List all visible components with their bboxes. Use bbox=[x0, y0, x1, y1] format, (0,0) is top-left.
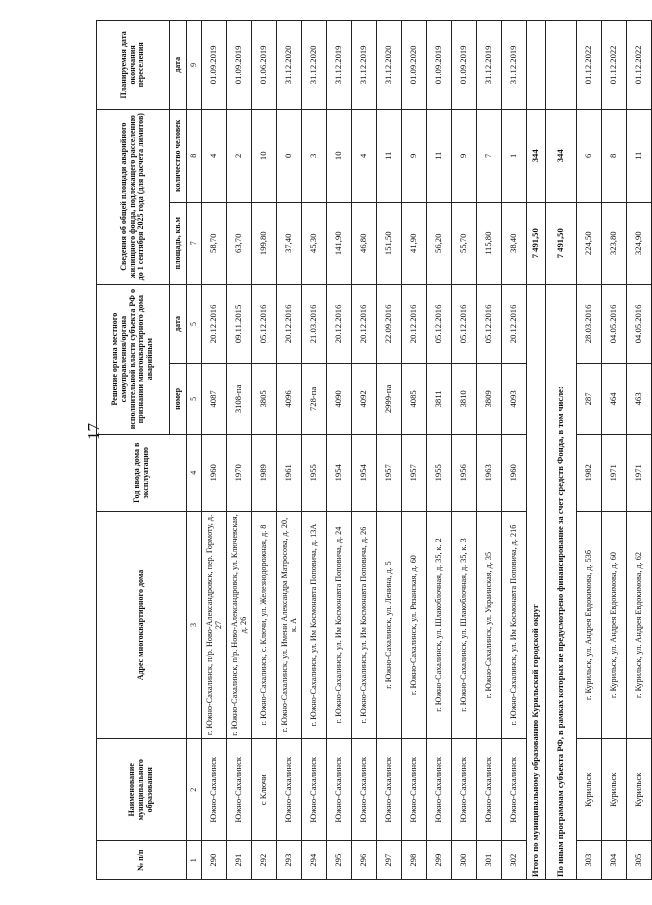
row-municipality: Южно-Сахалинск bbox=[327, 739, 352, 841]
row-decision-date: 05.12.2016 bbox=[477, 284, 502, 364]
row-area: 46,80 bbox=[352, 202, 377, 284]
row-area: 324,90 bbox=[627, 202, 652, 284]
row-number: 292 bbox=[252, 841, 277, 880]
row-year: 1956 bbox=[452, 434, 477, 511]
row-people: 3 bbox=[302, 109, 327, 202]
row-year: 1955 bbox=[427, 434, 452, 511]
header-area: площадь, кв.м bbox=[170, 202, 187, 284]
row-address: г. Курильск, ул. Андрея Евдокимова, д. 60 bbox=[602, 511, 627, 738]
table-row bbox=[327, 21, 352, 880]
row-number: 295 bbox=[327, 841, 352, 880]
row-year: 1963 bbox=[477, 434, 502, 511]
row-area: 55,70 bbox=[452, 202, 477, 284]
row-municipality: Южно-Сахалинск bbox=[277, 739, 302, 841]
row-area: 45,30 bbox=[302, 202, 327, 284]
row-decision-number: 3805 bbox=[252, 364, 277, 434]
row-planned-date: 01.09.2019 bbox=[427, 21, 452, 110]
table-row bbox=[277, 21, 302, 880]
row-people: 7 bbox=[477, 109, 502, 202]
row-year: 1961 bbox=[277, 434, 302, 511]
row-decision-date: 04.05.2016 bbox=[627, 284, 652, 364]
row-area: 58,70 bbox=[202, 202, 227, 284]
row-address: г. Южно-Сахалинск, ул. Ленина, д. 5 bbox=[377, 511, 402, 738]
header-year: Год ввода дома в эксплуатацию bbox=[97, 434, 187, 511]
row-decision-date: 20.12.2016 bbox=[277, 284, 302, 364]
row-people: 2 bbox=[227, 109, 252, 202]
column-number: 9 bbox=[187, 21, 202, 110]
row-year: 1971 bbox=[627, 434, 652, 511]
row-decision-date: 20.12.2016 bbox=[352, 284, 377, 364]
row-address: г. Южно-Сахалинск, п/р. Ново-Александровск, ул. Ключевская, д. 26 bbox=[227, 511, 252, 738]
row-decision-date: 09.11.2015 bbox=[227, 284, 252, 364]
row-decision-number: 4087 bbox=[202, 364, 227, 434]
row-people: 4 bbox=[202, 109, 227, 202]
header-decision-number: номер bbox=[170, 364, 187, 434]
row-people: 0 bbox=[277, 109, 302, 202]
row-area: 115,80 bbox=[477, 202, 502, 284]
row-people: 11 bbox=[427, 109, 452, 202]
table-row bbox=[452, 21, 477, 880]
column-number: 7 bbox=[187, 202, 202, 284]
header-municipality: Наименование муниципального образования bbox=[97, 739, 187, 841]
row-people: 9 bbox=[402, 109, 427, 202]
housing-table bbox=[96, 20, 652, 880]
row-number: 296 bbox=[352, 841, 377, 880]
row-municipality: Южно-Сахалинск bbox=[427, 739, 452, 841]
row-planned-date: 01.06.2019 bbox=[252, 21, 277, 110]
row-planned-date: 01.09.2020 bbox=[402, 21, 427, 110]
row-year: 1957 bbox=[377, 434, 402, 511]
table-row bbox=[402, 21, 427, 880]
header-address: Адрес многоквартирного дома bbox=[97, 511, 187, 738]
column-number: 5 bbox=[187, 364, 202, 434]
row-number: 290 bbox=[202, 841, 227, 880]
row-municipality: Южно-Сахалинск bbox=[302, 739, 327, 841]
row-decision-date: 20.12.2016 bbox=[202, 284, 227, 364]
row-number: 291 bbox=[227, 841, 252, 880]
header-info: Сведения об общей площади аварийного жилищного фонда, подлежащего расселению до 1 сентября 2025 года (для расчета лимитов) bbox=[97, 109, 170, 284]
row-municipality: Южно-Сахалинск bbox=[502, 739, 527, 841]
row-planned-date: 01.09.2019 bbox=[202, 21, 227, 110]
row-decision-number: 3811 bbox=[427, 364, 452, 434]
row-planned-date: 01.12.2022 bbox=[627, 21, 652, 110]
column-number: 3 bbox=[187, 511, 202, 738]
row-address: г. Южно-Сахалинск, ул. Им Космонавта Поповича, д. 13А bbox=[302, 511, 327, 738]
row-planned-date: 31.12.2019 bbox=[477, 21, 502, 110]
table-row bbox=[352, 21, 377, 880]
column-number: 4 bbox=[187, 434, 202, 511]
row-address: г. Курильск, ул. Андрея Евдокимова, д. 62 bbox=[627, 511, 652, 738]
row-address: г. Южно-Сахалинск, ул. Украинская, д. 35 bbox=[477, 511, 502, 738]
table-row bbox=[252, 21, 277, 880]
column-number: 8 bbox=[187, 109, 202, 202]
row-number: 301 bbox=[477, 841, 502, 880]
row-municipality: Курильск bbox=[627, 739, 652, 841]
row-number: 297 bbox=[377, 841, 402, 880]
section-area: 7 491,50 bbox=[546, 202, 577, 284]
table-row bbox=[202, 21, 227, 880]
total-people: 344 bbox=[527, 109, 546, 202]
total-row bbox=[527, 21, 546, 880]
row-area: 41,90 bbox=[402, 202, 427, 284]
row-decision-number: 4085 bbox=[402, 364, 427, 434]
row-decision-number: 2999-па bbox=[377, 364, 402, 434]
row-decision-number: 728-па bbox=[302, 364, 327, 434]
column-number-row bbox=[187, 21, 202, 880]
row-municipality: Южно-Сахалинск bbox=[377, 739, 402, 841]
row-decision-date: 05.12.2016 bbox=[252, 284, 277, 364]
row-municipality: Южно-Сахалинск bbox=[402, 739, 427, 841]
row-planned-date: 01.12.2022 bbox=[602, 21, 627, 110]
row-area: 199,80 bbox=[252, 202, 277, 284]
row-municipality: Курильск bbox=[577, 739, 602, 841]
row-address: г. Курильск, ул. Андрея Евдокимова, д. 53б bbox=[577, 511, 602, 738]
row-decision-number: 4096 bbox=[277, 364, 302, 434]
row-municipality: Курильск bbox=[602, 739, 627, 841]
row-decision-number: 4093 bbox=[502, 364, 527, 434]
row-address: г. Южно-Сахалинск, п/р. Ново-Александровск, пер. Гормоту, д. 27 bbox=[202, 511, 227, 738]
row-year: 1954 bbox=[327, 434, 352, 511]
table-row bbox=[577, 21, 602, 880]
row-year: 1955 bbox=[302, 434, 327, 511]
row-planned-date: 31.12.2019 bbox=[327, 21, 352, 110]
row-decision-number: 464 bbox=[602, 364, 627, 434]
row-decision-number: 4090 bbox=[327, 364, 352, 434]
row-people: 4 bbox=[352, 109, 377, 202]
row-address: г. Южно-Сахалинск, ул. Имени Александра Матросова, д. 20, к. А bbox=[277, 511, 302, 738]
row-year: 1970 bbox=[227, 434, 252, 511]
row-people: 6 bbox=[577, 109, 602, 202]
header-decision-date: дата bbox=[170, 284, 187, 364]
row-decision-number: 287 bbox=[577, 364, 602, 434]
row-decision-date: 05.12.2016 bbox=[427, 284, 452, 364]
row-planned-date: 01.09.2019 bbox=[227, 21, 252, 110]
row-area: 37,40 bbox=[277, 202, 302, 284]
row-year: 1989 bbox=[252, 434, 277, 511]
row-number: 294 bbox=[302, 841, 327, 880]
table-row bbox=[302, 21, 327, 880]
total-area: 7 491,50 bbox=[527, 202, 546, 284]
row-people: 10 bbox=[327, 109, 352, 202]
row-decision-date: 20.12.2016 bbox=[502, 284, 527, 364]
row-year: 1957 bbox=[402, 434, 427, 511]
row-year: 1954 bbox=[352, 434, 377, 511]
row-decision-number: 4092 bbox=[352, 364, 377, 434]
row-area: 38,40 bbox=[502, 202, 527, 284]
row-planned-date: 01.09.2019 bbox=[452, 21, 477, 110]
row-area: 141,90 bbox=[327, 202, 352, 284]
row-address: г. Южно-Сахалинск, с. Ключи, ул. Железнодорожная, д. 8 bbox=[252, 511, 277, 738]
row-people: 10 bbox=[252, 109, 277, 202]
row-number: 293 bbox=[277, 841, 302, 880]
row-address: г. Южно-Сахалинск, ул. Им Космонавта Поповича, д. 24 bbox=[327, 511, 352, 738]
row-decision-date: 20.12.2016 bbox=[327, 284, 352, 364]
row-address: г. Южно-Сахалинск, ул. Им Космонавта Поповича, д. 26 bbox=[352, 511, 377, 738]
row-planned-date: 01.12.2022 bbox=[577, 21, 602, 110]
column-number: 2 bbox=[187, 739, 202, 841]
row-people: 11 bbox=[627, 109, 652, 202]
row-decision-number: 3108-па bbox=[227, 364, 252, 434]
table-row bbox=[227, 21, 252, 880]
row-decision-number: 3809 bbox=[477, 364, 502, 434]
table-row bbox=[602, 21, 627, 880]
row-decision-date: 20.12.2016 bbox=[402, 284, 427, 364]
table-row bbox=[377, 21, 402, 880]
header-planned: Планируемая дата окончания переселения bbox=[97, 21, 170, 110]
section-row bbox=[546, 21, 577, 880]
row-area: 63,70 bbox=[227, 202, 252, 284]
row-decision-date: 22.09.2016 bbox=[377, 284, 402, 364]
row-decision-date: 28.03.2016 bbox=[577, 284, 602, 364]
row-address: г. Южно-Сахалинск, ул. Шлакоблочная, д. 35, к. 3 bbox=[452, 511, 477, 738]
row-number: 304 bbox=[602, 841, 627, 880]
row-number: 300 bbox=[452, 841, 477, 880]
table-row bbox=[627, 21, 652, 880]
table-row bbox=[502, 21, 527, 880]
column-number: 5 bbox=[187, 284, 202, 364]
table-row bbox=[477, 21, 502, 880]
page-number: 17 bbox=[84, 423, 103, 440]
total-label: Итого по муниципальному образованию Курильский городской округ bbox=[527, 284, 546, 879]
row-people: 1 bbox=[502, 109, 527, 202]
row-municipality: Южно-Сахалинск bbox=[227, 739, 252, 841]
rotated-page bbox=[96, 20, 644, 880]
row-number: 302 bbox=[502, 841, 527, 880]
row-address: г. Южно-Сахалинск, ул. Шлакоблочная, д. 35, к. 2 bbox=[427, 511, 452, 738]
row-year: 1960 bbox=[202, 434, 227, 511]
row-area: 151,50 bbox=[377, 202, 402, 284]
row-year: 1960 bbox=[502, 434, 527, 511]
row-decision-date: 04.05.2016 bbox=[602, 284, 627, 364]
row-year: 1971 bbox=[602, 434, 627, 511]
header-planned-date: дата bbox=[170, 21, 187, 110]
row-municipality: Южно-Сахалинск bbox=[202, 739, 227, 841]
row-decision-date: 05.12.2016 bbox=[452, 284, 477, 364]
row-number: 298 bbox=[402, 841, 427, 880]
header-people: количество человек bbox=[170, 109, 187, 202]
section-label: По иным программам субъекта РФ, в рамках которых не предусмотрено финансирование за счет средств Фонда, в том числе: bbox=[546, 284, 577, 879]
row-decision-date: 21.03.2016 bbox=[302, 284, 327, 364]
row-planned-date: 31.12.2020 bbox=[377, 21, 402, 110]
row-address: г. Южно-Сахалинск, ул. Им Космонавта Поповича, д. 21б bbox=[502, 511, 527, 738]
row-area: 56,20 bbox=[427, 202, 452, 284]
row-municipality: Южно-Сахалинск bbox=[477, 739, 502, 841]
row-planned-date: 31.12.2019 bbox=[352, 21, 377, 110]
row-number: 299 bbox=[427, 841, 452, 880]
row-people: 9 bbox=[452, 109, 477, 202]
row-municipality: с Ключи bbox=[252, 739, 277, 841]
row-decision-number: 463 bbox=[627, 364, 652, 434]
row-planned-date: 31.12.2020 bbox=[277, 21, 302, 110]
row-municipality: Южно-Сахалинск bbox=[352, 739, 377, 841]
row-number: 305 bbox=[627, 841, 652, 880]
row-year: 1982 bbox=[577, 434, 602, 511]
row-address: г. Южно-Сахалинск, ул. Рязанская, д. 60 bbox=[402, 511, 427, 738]
section-people: 344 bbox=[546, 109, 577, 202]
header-decision: Решение органа местного самоуправления/органа исполнительной власти субъекта РФ о признании многоквартирного дома аварийным bbox=[97, 284, 170, 434]
column-number: 1 bbox=[187, 841, 202, 880]
row-number: 303 bbox=[577, 841, 602, 880]
row-planned-date: 31.12.2019 bbox=[502, 21, 527, 110]
row-area: 323,80 bbox=[602, 202, 627, 284]
row-area: 224,50 bbox=[577, 202, 602, 284]
row-municipality: Южно-Сахалинск bbox=[452, 739, 477, 841]
table-row bbox=[427, 21, 452, 880]
header-num: № п/п bbox=[97, 841, 187, 880]
row-planned-date: 31.12.2020 bbox=[302, 21, 327, 110]
row-people: 8 bbox=[602, 109, 627, 202]
row-decision-number: 3810 bbox=[452, 364, 477, 434]
row-people: 11 bbox=[377, 109, 402, 202]
